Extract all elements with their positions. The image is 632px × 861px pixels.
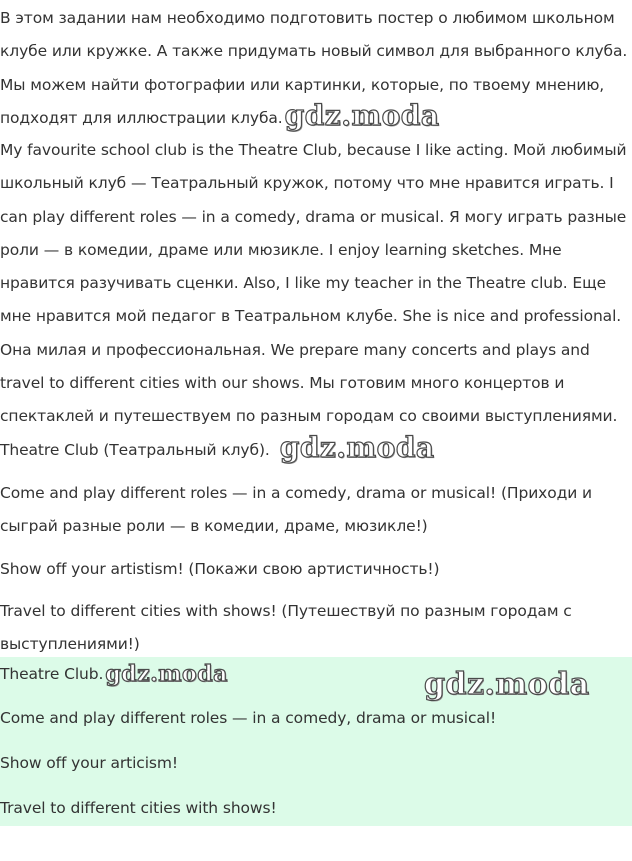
poster-panel-line: Come and play different roles — in a comedy, drama or musical! [0,709,497,727]
watermark-logo: gdz.moda [105,661,228,687]
slogan-item: Come and play different roles — in a comedy, drama or musical! (Приходи и сыграй разные роли — в комедии, драме, мюзикле!) [0,484,593,536]
poster-panel-line: Show off your articism! [0,754,179,772]
poster-title: Theatre Club (Театральный клуб). [0,441,270,459]
slogan-item: Show off your artistism! (Покажи свою артистичность!) [0,559,440,578]
slogan-item: Travel to different cities with shows! (Путешествуй по разным городам с выступлениями!) [0,601,572,654]
poster-panel-title: Theatre Club. [0,665,104,683]
intro-paragraph [0,2,630,135]
answer-text: My favourite school club is the Theatre Club, because I like acting. Мой любимый школьный клуб — Театральный кружок, потому что мне нравится играть. I can play different roles — in a comedy, drama or musical. Я могу играть разные роли — в комедии, драме или мюзикле. I enjoy learning sketches. Мне нравится разучивать сценки. Also, I like my teacher in the Theatre club. Еще мне нравится мой педагог в Театральном клубе. She is nice and professional. Она милая и профессиональная. We prepare many concerts and plays and travel to different cities with our shows. Мы готовим много концертов и спектаклей и путешествуем по разным городам со своими выступлениями. [0,141,627,426]
watermark-logo: gdz.moda [279,431,435,464]
watermark-logo: gdz.moda [284,98,440,132]
answer-paragraph [0,134,630,434]
slogan-list [0,477,630,670]
poster-panel [0,657,632,826]
intro-text: В этом задании нам необходимо подготовить постер о любимом школьном клубе или кружке. А также придумать новый символ для выбранного клуба. Мы можем найти фотографии или картинки, которые, по твоему мнению, подходят для иллюстрации клуба. [0,9,628,127]
poster-panel-line: Travel to different cities with shows! [0,799,277,817]
poster-title-row [0,431,630,467]
watermark-logo: gdz.moda [424,667,590,702]
